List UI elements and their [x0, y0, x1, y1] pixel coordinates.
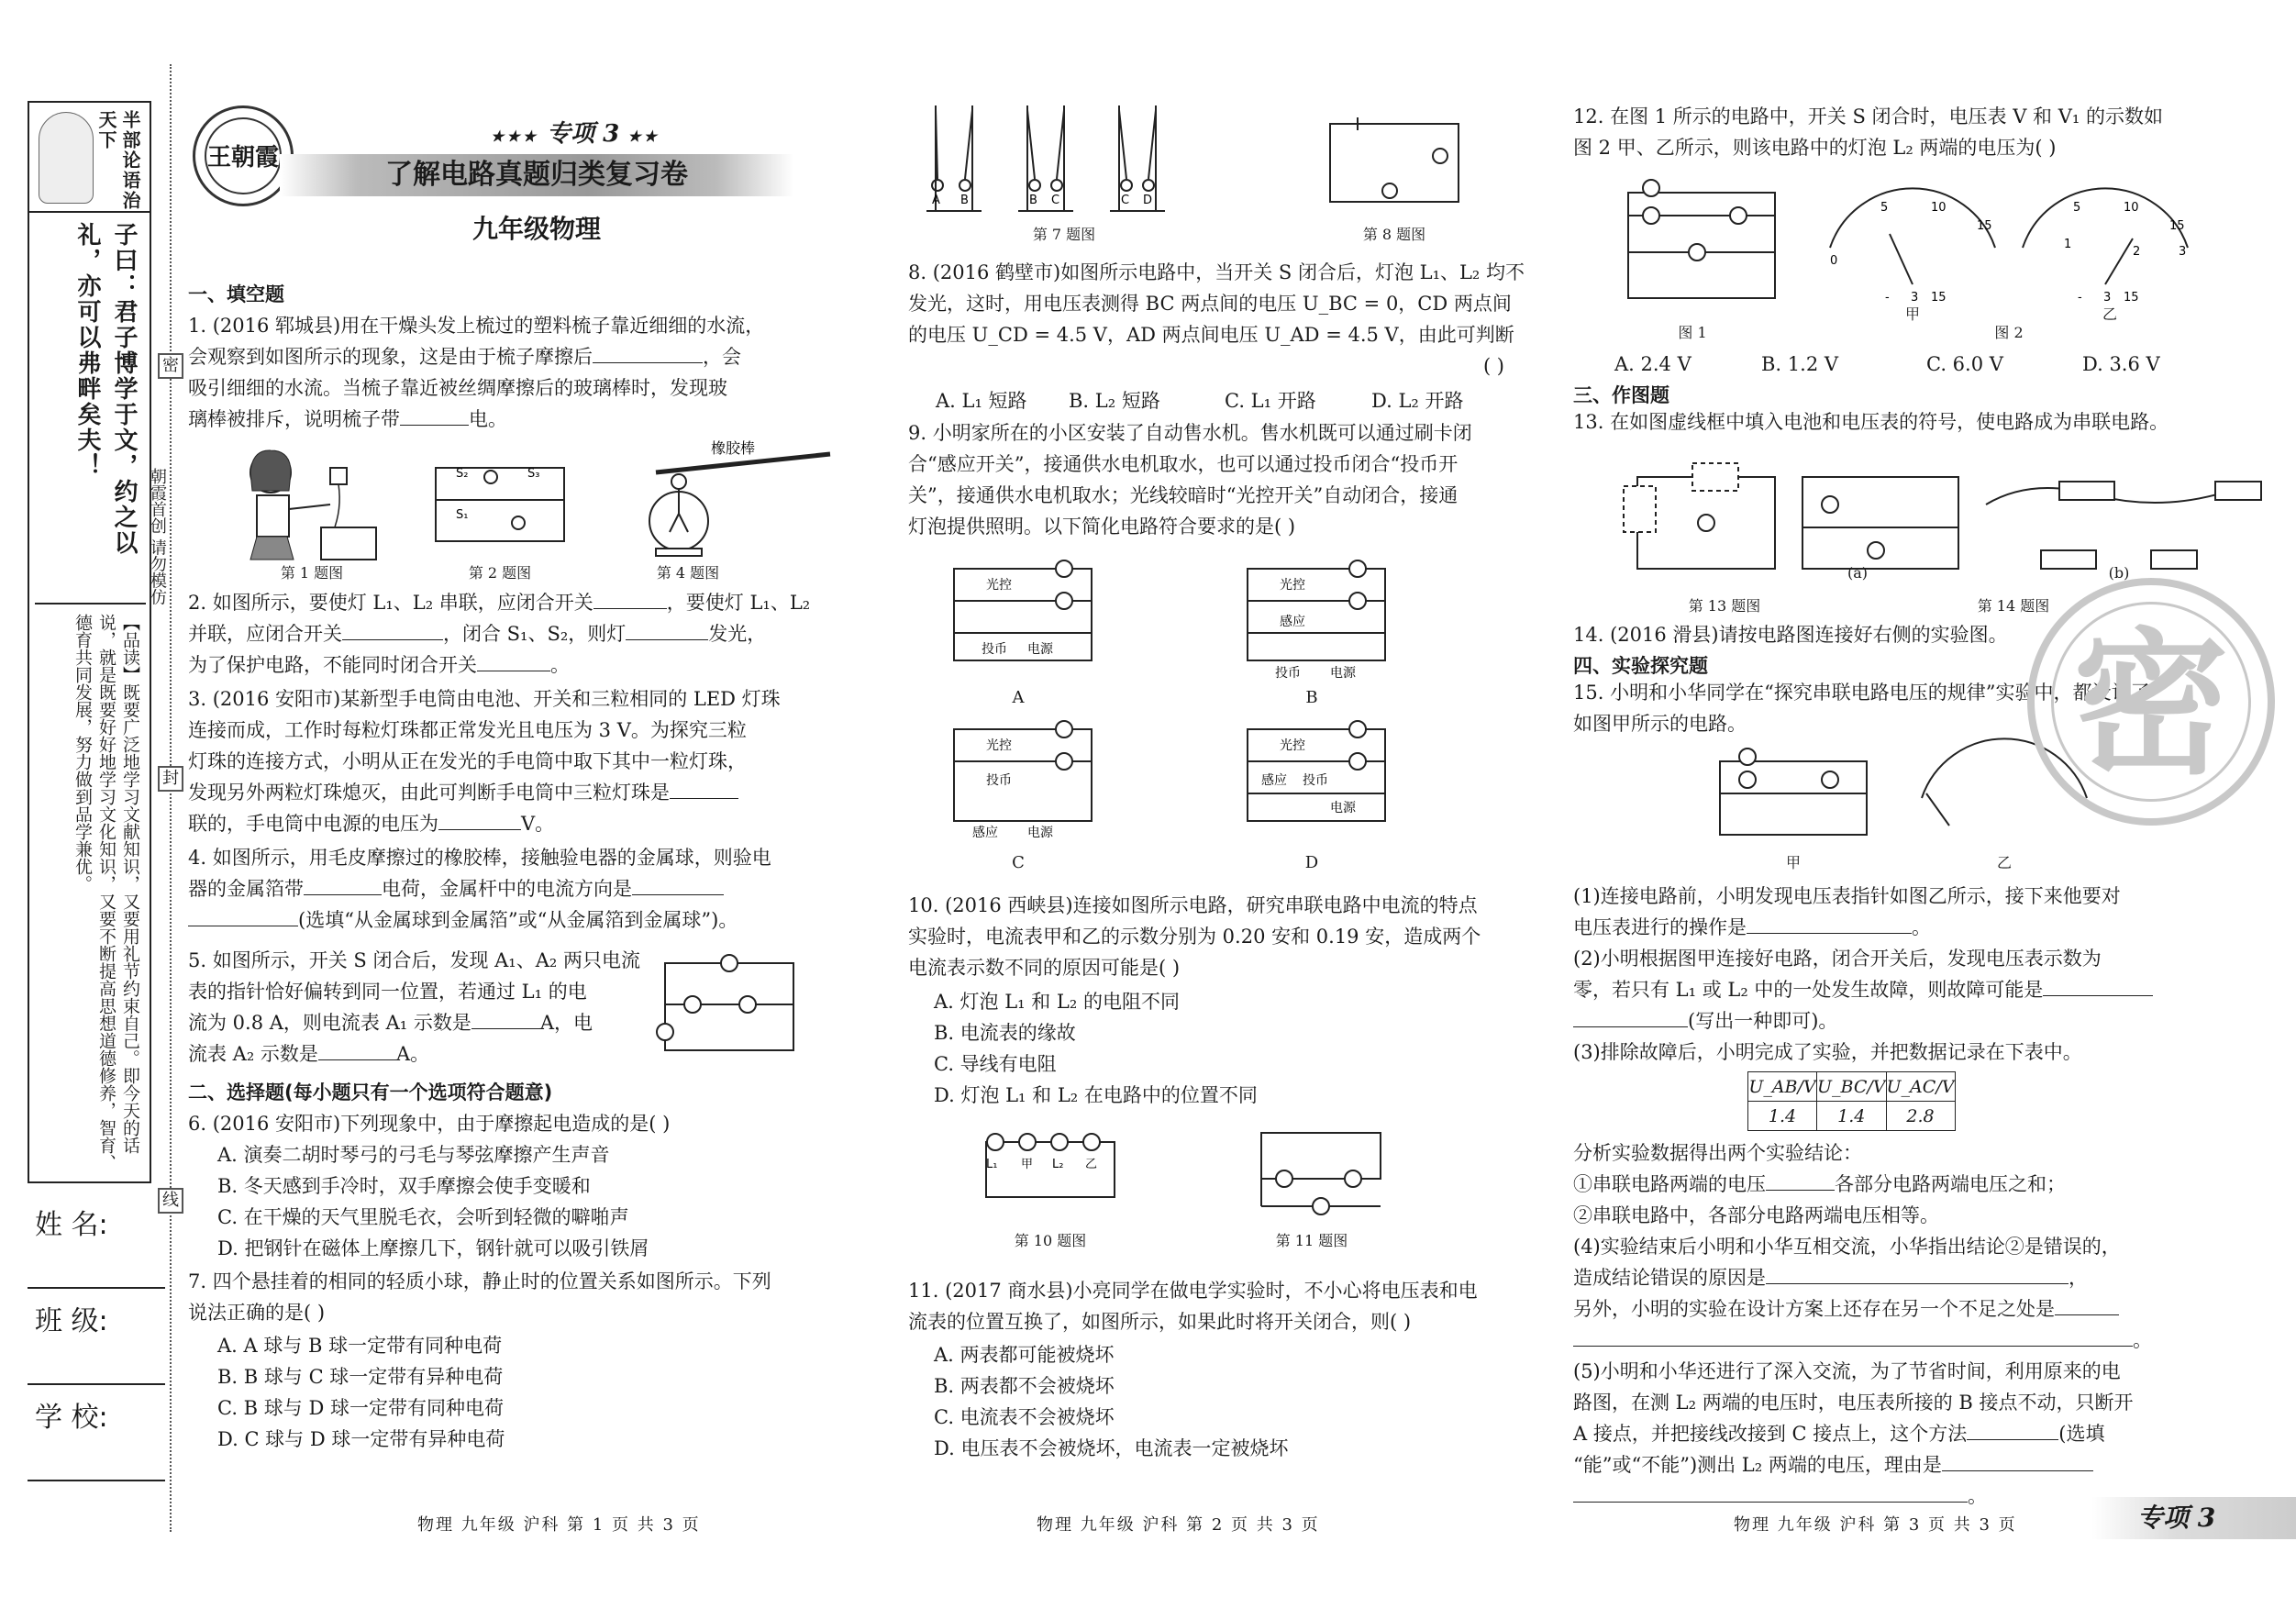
q15-2-end: (写出一种即可)。 — [1688, 1010, 1838, 1032]
q1-text-d: 电。 — [469, 408, 507, 430]
question-7 — [188, 1266, 771, 1328]
q15-4-text-a: 造成结论错误的原因是 — [1573, 1267, 1766, 1289]
table-header-row — [1748, 1072, 1956, 1102]
q4-line-2 — [188, 873, 771, 904]
special-number: 专项 3 — [547, 120, 620, 148]
watermark-seal-text: 密 — [2051, 602, 2251, 802]
q9a-dian-label: 电源 — [1027, 642, 1053, 657]
q15-2-blank-2[interactable] — [1573, 1005, 1688, 1027]
fig12-caption-jia: 甲 — [1904, 305, 1920, 323]
fig4-caption: 第 4 题图 — [656, 564, 720, 582]
ball-label-d: D — [1143, 194, 1153, 207]
q15-4-blank-3[interactable] — [1573, 1325, 2133, 1347]
name-label: 姓 名: — [35, 1209, 108, 1241]
q2-text-b: ，要使灯 L₁、L₂ — [666, 592, 811, 614]
q15-line-1: 15. 小明和小华同学在“探究串联电路电压的规律”实验中，都设计了 — [1573, 682, 2150, 704]
name-field[interactable] — [28, 1192, 165, 1289]
scholar-avatar-icon — [39, 112, 94, 204]
meter2-tick-3: 3 — [2179, 245, 2187, 259]
q9-option-a[interactable]: A — [1012, 688, 1025, 707]
q12-line-1: 12. 在图 1 所示的电路中，开关 S 闭合时，电压表 V 和 V₁ 的示数如 — [1573, 105, 2163, 128]
section-drawing: 三、作图题 — [1573, 384, 1669, 406]
page-1-footer: 物理 九年级 沪科 第 1 页 共 3 页 — [417, 1515, 701, 1535]
fig8-circuit — [1312, 110, 1477, 211]
q9b-guang-label: 光控 — [1280, 578, 1305, 593]
q4-blank-3[interactable] — [188, 904, 298, 926]
q7-line-2: 说法正确的是( ) — [188, 1302, 326, 1324]
question-12 — [1573, 101, 2163, 163]
conclusion-1-end: 各部分电路两端电压之和； — [1835, 1173, 2066, 1195]
motto-heading: 半部论语治天下 — [95, 110, 141, 211]
reading-note-box — [35, 603, 146, 1176]
meter1-term-15: 15 — [1931, 291, 1947, 305]
q5-line-1: 5. 如图所示，开关 S 闭合后，发现 A₁、A₂ 两只电流 — [188, 949, 640, 971]
page-subtitle: 九年级物理 — [471, 214, 601, 244]
motto-box — [28, 101, 151, 1183]
conclusion-1-text: ①串联电路两端的电压 — [1573, 1173, 1766, 1195]
q10-line-1: 10. (2016 西峡县)连接如图所示电路，研究串联电路中电流的特点 — [908, 894, 1478, 916]
q15-1-end: 。 — [1912, 916, 1931, 938]
fig14-caption: 第 14 题图 — [1977, 597, 2050, 615]
conclusion-1 — [1573, 1169, 2066, 1200]
q11-line-1: 11. (2017 商水县)小亮同学在做电学实验时，不小心将电压表和电 — [908, 1280, 1478, 1302]
q5-text-d: A。 — [395, 1043, 430, 1065]
question-5 — [188, 945, 640, 1070]
page-2-footer: 物理 九年级 沪科 第 2 页 共 3 页 — [1037, 1515, 1320, 1535]
class-field[interactable] — [28, 1289, 165, 1385]
q2-blank-4[interactable] — [477, 649, 550, 671]
fig12-caption-2: 图 2 — [1994, 324, 2024, 341]
reading-note — [71, 614, 142, 1173]
fig10-caption: 第 10 题图 — [1014, 1232, 1087, 1249]
q11-option-b[interactable]: B. 两表都不会被烧坏 — [934, 1375, 1115, 1397]
q2-text-f: 为了保护电路，不能同时闭合开关 — [188, 654, 477, 676]
meter2-term-15: 15 — [2124, 291, 2139, 305]
question-8 — [908, 257, 1525, 382]
q10-option-a[interactable]: A. 灯泡 L₁ 和 L₂ 的电阻不同 — [934, 991, 1180, 1013]
q3-text-b: 联的，手电筒中电源的电压为 — [188, 813, 438, 835]
q10-line-2: 实验时，电流表甲和乙的示数分别为 0.20 安和 0.19 安，造成两个 — [908, 926, 1481, 948]
q8-option-a[interactable]: A. L₁ 短路 — [936, 390, 1027, 412]
q5-blank-2[interactable] — [318, 1038, 396, 1060]
question-10 — [908, 890, 1481, 983]
motto-header — [29, 103, 150, 213]
q6-option-b[interactable]: B. 冬天感到手冷时，双手摩擦会使手变暖和 — [217, 1175, 591, 1197]
page-3-footer: 物理 九年级 沪科 第 3 页 共 3 页 — [1734, 1515, 2017, 1535]
fig10-l2: L₂ — [1052, 1158, 1064, 1171]
q15-5-line-4 — [1573, 1449, 2134, 1481]
q15-5-blank-3[interactable] — [1573, 1481, 1968, 1503]
q15-5-blank-2[interactable] — [1942, 1449, 2093, 1471]
q9d-guang-label: 光控 — [1280, 738, 1305, 753]
q15-4-end: 。 — [2133, 1329, 2152, 1351]
q15-1-blank[interactable] — [1747, 912, 1912, 934]
question-15-2 — [1573, 943, 2153, 1037]
meter1-tick-15: 15 — [1977, 219, 1992, 233]
fig12-caption-1: 图 1 — [1678, 324, 1707, 341]
watermark-seal-icon — [2027, 578, 2275, 826]
q1-blank-2[interactable] — [400, 404, 469, 426]
q1-blank-1[interactable] — [593, 341, 703, 363]
q15-4-blank-2[interactable] — [2055, 1293, 2119, 1315]
q7-option-a[interactable]: A. A 球与 B 球一定带有同种电荷 — [217, 1335, 503, 1357]
q6-option-c[interactable]: C. 在干燥的天气里脱毛衣，会听到轻微的噼啪声 — [217, 1206, 629, 1228]
question-2 — [188, 587, 810, 681]
q3-blank-1[interactable] — [670, 777, 738, 799]
fig2-caption: 第 2 题图 — [468, 564, 532, 582]
q9b-gan-label: 感应 — [1280, 615, 1305, 629]
fig10-l1: L₁ — [986, 1158, 998, 1171]
question-15-5 — [1573, 1356, 2134, 1512]
voltage-data-table — [1747, 1071, 1956, 1131]
table-header: U_AB/V — [1748, 1072, 1817, 1102]
q1-line-4 — [188, 404, 764, 435]
q2-line-2 — [188, 618, 810, 649]
fig10-circuit — [977, 1124, 1124, 1206]
fig14-sub-a: (a) — [1847, 564, 1869, 582]
question-1 — [188, 310, 764, 435]
section-fill-in: 一、填空题 — [188, 283, 284, 305]
fig7-hanging-balls — [917, 101, 1211, 220]
q15-5-line-2: 路图，在测 L₂ 两端的电压时，电压表所接的 B 接点不动，只断开 — [1573, 1392, 2134, 1414]
q3-text-a: 发现另外两粒灯珠熄灭，由此可判断手电筒中三粒灯珠是 — [188, 782, 670, 804]
q15-2-line-1: (2)小明根据图甲连接好电路，闭合开关后，发现电压表示数为 — [1573, 948, 2102, 970]
table-cell: 1.4 — [1817, 1102, 1887, 1131]
page-2 — [908, 0, 1532, 1597]
question-14: 14. (2016 滑县)请按电路图连接好右侧的实验图。 — [1573, 624, 2008, 646]
q7-line-1: 7. 四个悬挂着的相同的轻质小球，静止时的位置关系如图所示。下列 — [188, 1270, 771, 1292]
q3-line-1: 3. (2016 安阳市)某新型手电筒由电池、开关和三粒相同的 LED 灯珠 — [188, 688, 781, 710]
fig14-sub-b: (b) — [2108, 564, 2130, 582]
fig12-caption-yi: 乙 — [2102, 305, 2117, 323]
q10-option-d[interactable]: D. 灯泡 L₁ 和 L₂ 在电路中的位置不同 — [934, 1084, 1258, 1106]
q15-line-2: 如图甲所示的电路。 — [1573, 713, 1747, 735]
q5-line-4 — [188, 1038, 640, 1070]
q15-2-text: 零，若只有 L₁ 或 L₂ 中的一处发生故障，则故障可能是 — [1573, 979, 2044, 1001]
brand-logo — [193, 105, 294, 206]
q8-line-3: 的电压 U_CD = 4.5 V，AD 两点间电压 U_AD = 4.5 V，由此可判断 — [908, 324, 1514, 346]
conclusion-2: ②串联电路中，各部分电路两端电压相等。 — [1573, 1204, 1939, 1226]
table-header: U_AC/V — [1886, 1072, 1955, 1102]
q8-option-c[interactable]: C. L₁ 开路 — [1225, 390, 1316, 412]
q3-line-4 — [188, 777, 781, 808]
brand-logo-text: 王朝霞 — [205, 117, 282, 194]
q5-blank-1[interactable] — [471, 1007, 540, 1029]
cut-label-xian: 线 — [158, 1188, 183, 1214]
q12-option-c[interactable]: C. 6.0 V — [1926, 353, 2003, 375]
q12-option-a[interactable]: A. 2.4 V — [1614, 353, 1691, 375]
meter1-tick-5: 5 — [1880, 201, 1889, 215]
fig15-caption-jia: 甲 — [1785, 854, 1801, 871]
section-experiment: 四、实验探究题 — [1573, 655, 1708, 677]
q4-text-c: (选填“从金属球到金属箔”或“从金属箔到金属球”)。 — [298, 909, 738, 931]
q9-option-b[interactable]: B — [1305, 688, 1318, 707]
student-info-fields — [28, 1192, 165, 1481]
q1-line-2 — [188, 341, 764, 372]
question-4 — [188, 842, 771, 936]
table-cell: 2.8 — [1886, 1102, 1955, 1131]
fig15-circuit — [1711, 738, 1876, 844]
q15-2-line-3 — [1573, 1005, 2153, 1037]
q15-5-text-b: (选填 — [2058, 1423, 2105, 1445]
q10-option-c[interactable]: C. 导线有电阻 — [934, 1053, 1057, 1075]
q15-4-line-2 — [1573, 1262, 2152, 1293]
table-header: U_BC/V — [1817, 1072, 1887, 1102]
q9c-dian-label: 电源 — [1027, 826, 1053, 840]
q12-option-d[interactable]: D. 3.6 V — [2082, 353, 2160, 375]
fig13-14-circuits — [1619, 459, 2279, 587]
q6-option-d[interactable]: D. 把钢针在磁体上摩擦几下，钢针就可以吸引铁屑 — [217, 1237, 649, 1259]
q4-blank-1[interactable] — [304, 873, 382, 895]
q9d-gan-label: 感应 — [1261, 773, 1287, 788]
q9a-guang-label: 光控 — [986, 578, 1012, 593]
fig12-voltmeters — [1821, 193, 2206, 312]
q1-line-1: 1. (2016 郓城县)用在干燥头发上梳过的塑料梳子靠近细细的水流， — [188, 315, 765, 337]
ball-label-c1: C — [1051, 194, 1060, 207]
q12-line-2: 图 2 甲、乙所示，则该电路中的灯泡 L₂ 两端的电压为( ) — [1573, 137, 2057, 159]
section-choice: 二、选择题(每小题只有一个选项符合题意) — [188, 1081, 553, 1103]
ball-label-a: A — [932, 194, 940, 207]
fig2-s1: S₁ — [456, 508, 469, 522]
school-label: 学 校: — [35, 1402, 108, 1434]
question-15-1 — [1573, 881, 2121, 943]
q15-1-line-1: (1)连接电路前，小明发现电压表指针如图乙所示，接下来他要对 — [1573, 885, 2121, 907]
q9c-gan-label: 感应 — [972, 826, 998, 840]
q15-5-line-1: (5)小明和小华还进行了深入交流，为了节省时间，利用原来的电 — [1573, 1360, 2121, 1382]
q15-4-line-1: (4)实验结束后小明和小华互相交流，小华指出结论②是错误的， — [1573, 1236, 2121, 1258]
q8-option-d[interactable]: D. L₂ 开路 — [1371, 390, 1464, 412]
fig5-circuit — [647, 954, 803, 1055]
q2-blank-1[interactable] — [593, 587, 667, 609]
q3-blank-2[interactable] — [438, 808, 521, 830]
q9c-tou-label: 投币 — [986, 773, 1012, 788]
page-title: 了解电路真题归类复习卷 — [385, 159, 688, 191]
q12-option-b[interactable]: B. 1.2 V — [1761, 353, 1839, 375]
q15-4-blank-1[interactable] — [1766, 1262, 2069, 1284]
conclusion-heading: 分析实验数据得出两个实验结论： — [1573, 1142, 1862, 1164]
q7-option-d[interactable]: D. C 球与 D 球一定带有异种电荷 — [217, 1428, 505, 1450]
q11-option-c[interactable]: C. 电流表不会被烧坏 — [934, 1406, 1115, 1428]
fig4-electroscope — [628, 440, 839, 560]
ball-label-b1: B — [960, 194, 969, 207]
q6-option-a[interactable]: A. 演奏二胡时琴弓的弓毛与琴弦摩擦产生声音 — [217, 1144, 610, 1166]
meter1-tick-10: 10 — [1931, 201, 1947, 215]
meter2-term-neg: - — [2078, 291, 2082, 305]
special-heading — [491, 115, 660, 149]
q2-text-a: 2. 如图所示，要使灯 L₁、L₂ 串联，应闭合开关 — [188, 592, 593, 614]
q15-4-line-4 — [1573, 1325, 2152, 1356]
q9-option-c[interactable]: C — [1012, 853, 1025, 872]
q15-5-end: 。 — [1968, 1485, 1987, 1507]
q4-line-3 — [188, 904, 771, 936]
fig10-yi: 乙 — [1085, 1158, 1098, 1171]
reading-note-text: 既要广泛地学习文献知识，又要用礼节约束自己。即今天的话说，就是既要好好地学习文化知识，又要不断提高思想道德修养，智育、德育共同发展，努力做到品学兼优。 — [72, 614, 140, 1171]
q3-line-2: 连接而成，工作时每粒灯珠都正常发光且电压为 3 V。为探究三粒 — [188, 719, 747, 741]
copyright-vertical: 朝霞首创 请勿模仿 — [148, 468, 167, 605]
q4-text-a: 器的金属箔带 — [188, 878, 304, 900]
q11-option-d[interactable]: D. 电压表不会被烧坏，电流表一定被烧坏 — [934, 1437, 1289, 1459]
meter1-term-neg: - — [1885, 291, 1890, 305]
q1-text-b: ，会 — [703, 346, 741, 368]
meter1-term-3: 3 — [1911, 291, 1919, 305]
q11-line-2: 流表的位置互换了，如图所示，如果此时将开关闭合，则( ) — [908, 1311, 1412, 1333]
meter2-tick-1: 1 — [2064, 238, 2072, 251]
q10-line-3: 电流表示数不同的原因可能是( ) — [908, 957, 1181, 979]
fig1-girl-comb — [234, 445, 381, 564]
question-3 — [188, 683, 781, 839]
q15-1-text: 电压表进行的操作是 — [1573, 916, 1747, 938]
q9-line-2: 合“感应开关”，接通供水电机取水，也可以通过投币闭合“投币开 — [908, 453, 1459, 475]
stars-right: ★★ — [627, 128, 660, 145]
ball-label-c2: C — [1121, 194, 1130, 207]
question-15-3: (3)排除故障后，小明完成了实验，并把数据记录在下表中。 — [1573, 1041, 2082, 1063]
q9-line-3: 关”，接通供水电机取水；光线较暗时“光控开关”自动闭合，接通 — [908, 484, 1459, 506]
meter2-tick-2: 2 — [2133, 245, 2141, 259]
q5-text-a: 流为 0.8 A，则电流表 A₁ 示数是 — [188, 1012, 471, 1034]
q2-text-g: 。 — [550, 654, 570, 676]
q15-4-text-b: 另外，小明的实验在设计方案上还存在另一个不足之处是 — [1573, 1298, 2055, 1320]
question-6: 6. (2016 安阳市)下列现象中，由于摩擦起电造成的是( ) — [188, 1113, 671, 1135]
fig7-caption: 第 7 题图 — [1032, 226, 1096, 243]
q15-4-comma: ， — [2069, 1267, 2088, 1289]
q9-option-d[interactable]: D — [1304, 853, 1319, 872]
table-row — [1748, 1102, 1956, 1131]
q15-5-text-a: A 接点，并把接线改接到 C 接点上，这个方法 — [1573, 1423, 1968, 1445]
q11-option-a[interactable]: A. 两表都可能被烧坏 — [934, 1344, 1115, 1366]
q10-option-b[interactable]: B. 电流表的缘故 — [934, 1022, 1076, 1044]
q2-line-1 — [188, 587, 810, 618]
seal-cut-line — [170, 64, 172, 1532]
q1-text-a: 会观察到如图所示的现象，这是由于梳子摩擦后 — [188, 346, 593, 368]
q5-text-c: 流表 A₂ 示数是 — [188, 1043, 318, 1065]
fig11-circuit — [1252, 1119, 1390, 1215]
q8-line-1: 8. (2016 鹤壁市)如图所示电路中，当开关 S 闭合后，灯泡 L₁、L₂ 均不 — [908, 261, 1525, 283]
q8-line-2: 发光，这时，用电压表测得 BC 两点间的电压 U_BC = 0，CD 两点间 — [908, 293, 1512, 315]
page-1 — [188, 0, 885, 1597]
q2-text-c: 并联，应闭合开关 — [188, 623, 342, 645]
q8-answer-paren: ( ) — [1482, 355, 1504, 377]
reading-note-label: 【品读】 — [120, 614, 140, 683]
fig10-jia: 甲 — [1021, 1158, 1034, 1171]
q9c-guang-label: 光控 — [986, 738, 1012, 753]
cut-label-mi: 密 — [158, 353, 183, 379]
fig11-caption: 第 11 题图 — [1275, 1232, 1348, 1249]
class-label: 班 级: — [35, 1305, 108, 1337]
q4-text-b: 电荷，金属杆中的电流方向是 — [382, 878, 632, 900]
binding-sidebar — [0, 0, 174, 1597]
q9d-dian-label: 电源 — [1330, 801, 1356, 815]
question-13: 13. 在如图虚线框中填入电池和电压表的符号，使电路成为串联电路。 — [1573, 411, 2169, 433]
fig12-circuit — [1619, 174, 1784, 312]
q15-5-line-3 — [1573, 1418, 2134, 1449]
fig13-caption: 第 13 题图 — [1688, 597, 1761, 615]
meter2-tick-5: 5 — [2073, 201, 2081, 215]
q15-1-line-2 — [1573, 912, 2121, 943]
question-11 — [908, 1275, 1478, 1337]
meter2-tick-15: 15 — [2169, 219, 2185, 233]
q15-5-text-c: “能”或“不能”)测出 L₂ 两端的电压，理由是 — [1573, 1454, 1942, 1476]
q15-2-blank-1[interactable] — [2043, 974, 2153, 996]
q3-text-c: V。 — [521, 813, 555, 835]
meter2-tick-10: 10 — [2124, 201, 2139, 215]
q4-blank-2[interactable] — [632, 873, 724, 895]
table-cell: 1.4 — [1748, 1102, 1817, 1131]
q15-5-blank-1[interactable] — [1967, 1418, 2058, 1440]
q9b-tou-label: 投币 — [1275, 666, 1301, 681]
q15-2-line-2 — [1573, 974, 2153, 1005]
cut-label-feng: 封 — [158, 766, 183, 792]
q1-text-c: 璃棒被排斥，说明梳子带 — [188, 408, 400, 430]
q2-blank-2[interactable] — [342, 618, 443, 640]
q3-line-3: 灯珠的连接方式，小明从正在发光的手电筒中取下其中一粒灯珠， — [188, 750, 747, 772]
q9-line-4: 灯泡提供照明。以下简化电路符合要求的是( ) — [908, 516, 1296, 538]
fig2-circuit — [427, 459, 573, 550]
fig15-caption-yi: 乙 — [1996, 854, 2012, 871]
q9d-tou-label: 投币 — [1303, 773, 1328, 788]
meter2-term-3: 3 — [2103, 291, 2112, 305]
ball-label-b2: B — [1029, 194, 1037, 207]
school-field[interactable] — [28, 1385, 165, 1481]
meter1-tick-0: 0 — [1830, 254, 1838, 268]
conclusion-1-blank[interactable] — [1766, 1169, 1835, 1191]
q3-line-5 — [188, 808, 781, 839]
q2-text-d: ，闭合 S₁、S₂，则灯 — [443, 623, 627, 645]
fig8-caption: 第 8 题图 — [1362, 226, 1426, 243]
q15-4-line-3 — [1573, 1293, 2152, 1325]
q9b-dian-label: 电源 — [1330, 666, 1356, 681]
corner-tab: 专项 3 — [2091, 1497, 2296, 1539]
question-9 — [908, 417, 1472, 542]
q1-line-3: 吸引细细的水流。当梳子靠近被丝绸摩擦后的玻璃棒时，发现玻 — [188, 377, 727, 399]
q7-option-c[interactable]: C. B 球与 D 球一定带有同种电荷 — [217, 1397, 504, 1419]
q2-line-3 — [188, 649, 810, 681]
q15-5-line-5 — [1573, 1481, 2134, 1512]
confucius-quote: 子曰：君子博学于文，约之以礼，亦可以弗畔矣夫！ — [73, 222, 138, 556]
q2-text-e: 发光， — [708, 623, 767, 645]
q9a-tou-label: 投币 — [982, 642, 1007, 657]
question-15-4 — [1573, 1231, 2152, 1356]
q9-line-1: 9. 小明家所在的小区安装了自动售水机。售水机既可以通过刷卡闭 — [908, 422, 1472, 444]
q2-blank-3[interactable] — [626, 618, 708, 640]
q5-line-3 — [188, 1007, 640, 1038]
fig2-s3: S₃ — [527, 467, 540, 481]
q4-line-1: 4. 如图所示，用毛皮摩擦过的橡胶棒，接触验电器的金属球，则验电 — [188, 847, 771, 869]
q5-line-2: 表的指针恰好偏转到同一位置，若通过 L₁ 的电 — [188, 981, 587, 1003]
q8-option-b[interactable]: B. L₂ 短路 — [1069, 390, 1160, 412]
fig2-s2: S₂ — [456, 467, 469, 481]
fig4-rubber-label: 橡胶棒 — [711, 439, 756, 457]
fig1-caption: 第 1 题图 — [280, 564, 344, 582]
q5-text-b: A，电 — [539, 1012, 593, 1034]
stars-left: ★★★ — [491, 128, 539, 145]
q7-option-b[interactable]: B. B 球与 C 球一定带有异种电荷 — [217, 1366, 504, 1388]
